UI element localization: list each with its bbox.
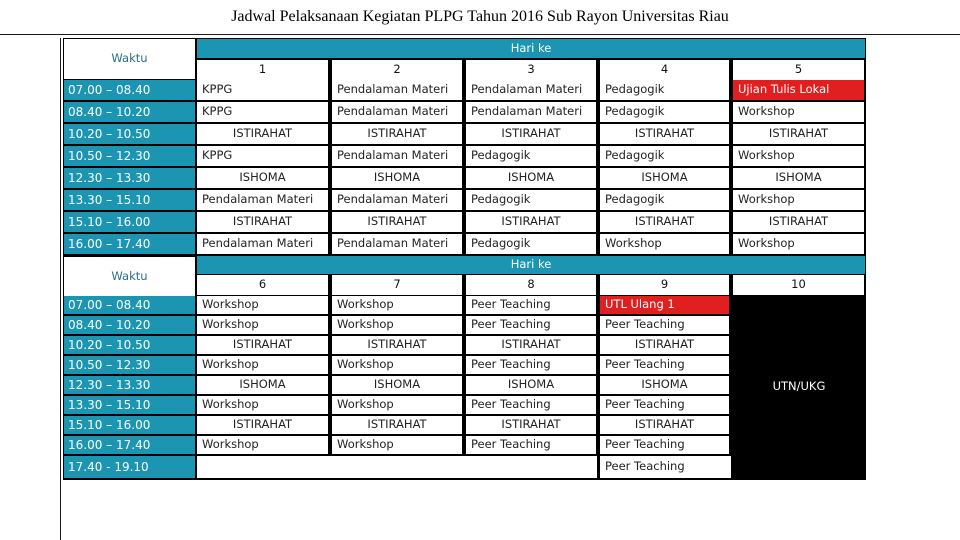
- schedule-cell: Peer Teaching: [466, 356, 596, 374]
- exam-cell-utl-ulang: UTL Ulang 1: [600, 296, 729, 314]
- time-slot: 08.40 – 10.20: [64, 316, 195, 334]
- schedule-cell: Workshop: [332, 316, 462, 334]
- schedule-cell: Workshop: [733, 102, 864, 122]
- time-slot: 16.00 – 17.40: [64, 436, 195, 454]
- time-slot: 13.30 – 15.10: [64, 190, 195, 210]
- schedule-cell: Pedagogik: [466, 146, 596, 166]
- schedule-cell: Workshop: [332, 356, 462, 374]
- schedule-cell: Workshop: [332, 396, 462, 414]
- schedule-cell: KPPG: [197, 146, 328, 166]
- schedule-cell: ISTIRAHAT: [466, 124, 596, 144]
- exam-cell-ujian-tulis-lokal: Ujian Tulis Lokal: [733, 80, 864, 100]
- schedule-cell: ISHOMA: [197, 376, 328, 394]
- schedule-cell: ISTIRAHAT: [197, 336, 328, 354]
- time-slot: 07.00 – 08.40: [64, 80, 195, 100]
- time-slot: 12.30 – 13.30: [64, 168, 195, 188]
- empty-cell: [197, 456, 597, 478]
- schedule-cell: Pendalaman Materi: [197, 234, 328, 254]
- schedule-cell: Workshop: [197, 296, 328, 314]
- day-number-4: 4: [600, 60, 729, 80]
- schedule-cell: Peer Teaching: [466, 316, 596, 334]
- day-number-6: 6: [197, 275, 328, 295]
- schedule-cell: Pendalaman Materi: [332, 102, 462, 122]
- time-slot: 10.50 – 12.30: [64, 356, 195, 374]
- schedule-cell: ISTIRAHAT: [733, 124, 864, 144]
- schedule-cell: ISHOMA: [197, 168, 328, 188]
- schedule-cell: Workshop: [332, 436, 462, 454]
- schedule-cell: ISHOMA: [466, 168, 596, 188]
- schedule-table: [63, 38, 866, 480]
- waktu-header: Waktu: [64, 257, 195, 296]
- day-number-10: 10: [733, 275, 864, 295]
- schedule-cell: KPPG: [197, 80, 328, 100]
- schedule-cell: Pendalaman Materi: [197, 190, 328, 210]
- schedule-cell: ISTIRAHAT: [733, 212, 864, 232]
- page-title: Jadwal Pelaksanaan Kegiatan PLPG Tahun 2016 Sub Rayon Universitas Riau: [231, 8, 729, 25]
- schedule-cell: ISHOMA: [466, 376, 596, 394]
- time-slot: 15.10 – 16.00: [64, 212, 195, 232]
- schedule-cell: Pedagogik: [600, 190, 729, 210]
- time-slot: 15.10 – 16.00: [64, 416, 195, 434]
- waktu-header: Waktu: [64, 39, 195, 79]
- time-slot: 13.30 – 15.10: [64, 396, 195, 414]
- schedule-cell: Pedagogik: [466, 190, 596, 210]
- schedule-cell: Pendalaman Materi: [466, 102, 596, 122]
- schedule-cell: KPPG: [197, 102, 328, 122]
- schedule-cell: Pendalaman Materi: [332, 190, 462, 210]
- schedule-cell: Peer Teaching: [600, 436, 729, 454]
- decorative-line-top: [0, 34, 960, 35]
- schedule-cell: Peer Teaching: [466, 396, 596, 414]
- time-slot: 10.20 – 10.50: [64, 336, 195, 354]
- schedule-cell: Peer Teaching: [466, 296, 596, 314]
- schedule-cell: Workshop: [733, 190, 864, 210]
- schedule-cell: ISTIRAHAT: [600, 124, 729, 144]
- schedule-cell: Workshop: [733, 146, 864, 166]
- schedule-cell: Peer Teaching: [600, 456, 731, 478]
- day-number-1: 1: [197, 60, 328, 80]
- day-number-2: 2: [332, 60, 462, 80]
- time-slot: 12.30 – 13.30: [64, 376, 195, 394]
- schedule-cell: ISHOMA: [332, 168, 462, 188]
- schedule-cell: ISTIRAHAT: [197, 416, 328, 434]
- schedule-cell: Workshop: [332, 296, 462, 314]
- schedule-cell: Peer Teaching: [600, 316, 729, 334]
- schedule-cell: ISTIRAHAT: [332, 416, 462, 434]
- day10-utn-ukg-block: UTN/UKG: [733, 296, 865, 478]
- schedule-cell: Pedagogik: [600, 102, 729, 122]
- schedule-cell: ISTIRAHAT: [332, 336, 462, 354]
- schedule-cell: ISHOMA: [733, 168, 864, 188]
- schedule-cell: Pendalaman Materi: [466, 80, 596, 100]
- schedule-cell: Workshop: [733, 234, 864, 254]
- schedule-cell: Peer Teaching: [466, 436, 596, 454]
- schedule-cell: Workshop: [600, 234, 729, 254]
- schedule-cell: ISHOMA: [600, 376, 729, 394]
- schedule-cell: Workshop: [197, 396, 328, 414]
- time-slot: 10.20 – 10.50: [64, 124, 195, 144]
- schedule-cell: Pendalaman Materi: [332, 146, 462, 166]
- schedule-cell: Workshop: [197, 316, 328, 334]
- day-number-7: 7: [332, 275, 462, 295]
- time-slot: 10.50 – 12.30: [64, 146, 195, 166]
- schedule-cell: Pendalaman Materi: [332, 234, 462, 254]
- schedule-cell: ISTIRAHAT: [332, 212, 462, 232]
- schedule-cell: ISTIRAHAT: [197, 212, 328, 232]
- schedule-cell: Pendalaman Materi: [332, 80, 462, 100]
- schedule-cell: Pedagogik: [600, 80, 729, 100]
- time-slot: 17.40 - 19.10: [64, 456, 195, 478]
- decorative-line-left: [60, 38, 61, 540]
- time-slot: 08.40 – 10.20: [64, 102, 195, 122]
- day-number-5: 5: [733, 60, 864, 80]
- schedule-cell: ISTIRAHAT: [466, 212, 596, 232]
- schedule-cell: ISTIRAHAT: [466, 336, 596, 354]
- schedule-cell: Pedagogik: [466, 234, 596, 254]
- schedule-cell: ISTIRAHAT: [332, 124, 462, 144]
- schedule-cell: Workshop: [197, 356, 328, 374]
- schedule-cell: ISHOMA: [332, 376, 462, 394]
- schedule-cell: Workshop: [197, 436, 328, 454]
- hari-ke-header: Hari ke: [197, 39, 865, 58]
- schedule-cell: ISTIRAHAT: [466, 416, 596, 434]
- schedule-cell: Peer Teaching: [600, 356, 729, 374]
- schedule-cell: ISHOMA: [600, 168, 729, 188]
- schedule-cell: Peer Teaching: [600, 396, 729, 414]
- schedule-cell: ISTIRAHAT: [600, 212, 729, 232]
- schedule-cell: Pedagogik: [600, 146, 729, 166]
- schedule-cell: ISTIRAHAT: [600, 416, 729, 434]
- day-number-9: 9: [600, 275, 729, 295]
- hari-ke-header: Hari ke: [197, 256, 865, 274]
- schedule-cell: ISTIRAHAT: [600, 336, 729, 354]
- day-number-8: 8: [466, 275, 596, 295]
- time-slot: 07.00 – 08.40: [64, 296, 195, 314]
- schedule-cell: ISTIRAHAT: [197, 124, 328, 144]
- day-number-3: 3: [466, 60, 596, 80]
- time-slot: 16.00 – 17.40: [64, 234, 195, 254]
